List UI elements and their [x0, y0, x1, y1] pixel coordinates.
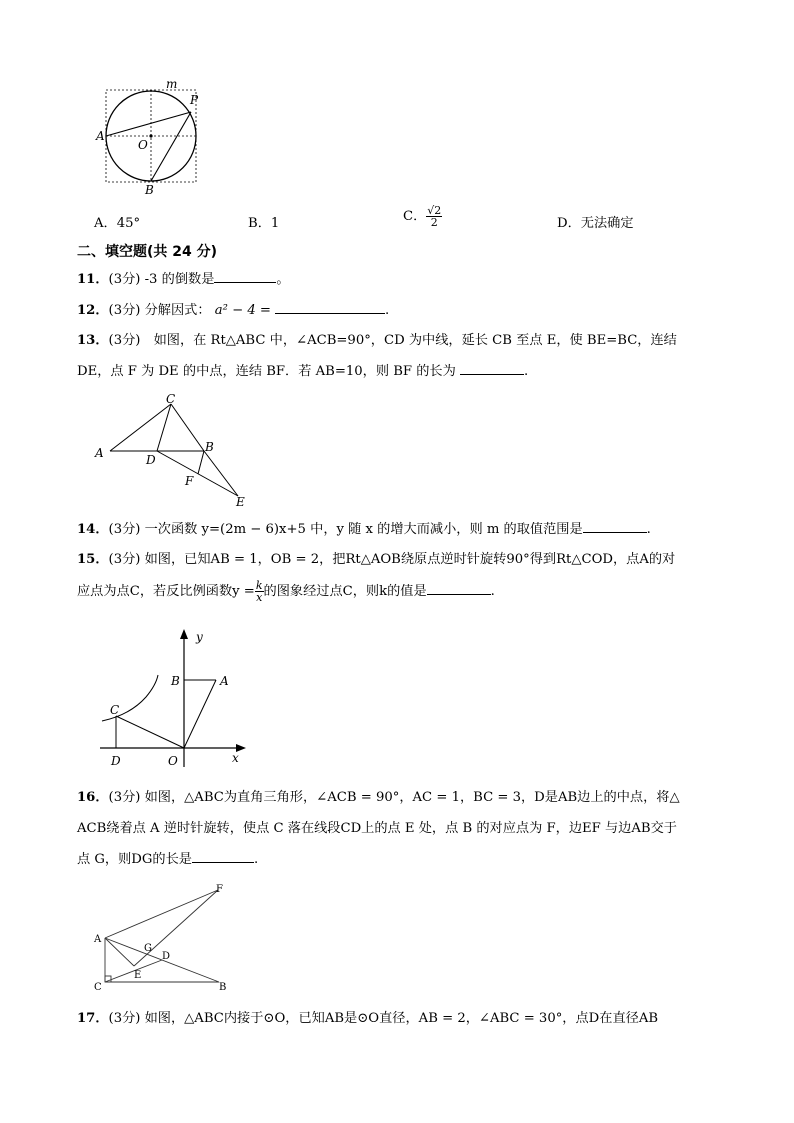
q16-answer-blank[interactable]: [192, 850, 254, 863]
q13-end: .: [524, 364, 529, 379]
q15-line1: (3分) 如图，已知AB = 1，OB = 2，把Rt△AOB绕原点逆时针旋转90°得到Rt△COD，点A的对: [108, 552, 676, 567]
option-b[interactable]: B．1: [248, 216, 280, 231]
label-y: y: [196, 630, 203, 644]
q16-line3: 点 G，则DG的长是: [77, 852, 192, 867]
q11-end: 。: [276, 272, 290, 287]
label-g: G: [144, 943, 152, 954]
segment-cb: [171, 404, 204, 451]
label-x: x: [232, 751, 239, 765]
question-13-line2: [77, 362, 528, 381]
q12-answer-blank[interactable]: [275, 301, 385, 314]
question-16-line2: [77, 820, 677, 838]
q15-fraction: [255, 580, 264, 603]
segment-af: [105, 890, 218, 938]
chord-pb: [151, 112, 191, 181]
q11-text: (3分) -3 的倒数是: [108, 272, 215, 287]
q17-number: 17．: [77, 1011, 109, 1026]
q13-number: 13．: [77, 333, 109, 348]
q13-answer-blank[interactable]: [460, 362, 524, 375]
label-e: E: [134, 970, 142, 981]
q14-text: (3分) 一次函数 y=(2m − 6)x+5 中，y 随 x 的增大而减小，则 m 的取值范围是: [108, 522, 583, 537]
q15-frac-numerator: k: [255, 579, 263, 592]
q14-end: .: [646, 522, 651, 537]
segment-ef: [134, 890, 218, 966]
label-d: D: [162, 951, 171, 962]
segment-bf: [198, 451, 204, 474]
option-a[interactable]: A．45°: [94, 216, 141, 231]
label-b: B: [145, 183, 154, 197]
segment-be: [204, 451, 238, 496]
label-a: A: [95, 446, 104, 460]
question-11: [77, 270, 290, 289]
label-c: C: [94, 982, 102, 993]
label-p: P: [190, 93, 199, 107]
label-o: O: [168, 754, 178, 768]
q15-frac-denominator: x: [256, 591, 263, 604]
q17-text: (3分) 如图，△ABC内接于⊙O，已知AB是⊙O直径，AB = 2，∠ABC = 30°，点D在直径AB: [108, 1011, 659, 1026]
q12-expression: a² − 4 =: [214, 303, 271, 318]
segment-ao: [184, 680, 216, 748]
question-14: [77, 520, 651, 539]
segment-ae: [105, 938, 134, 966]
label-c: C: [166, 392, 176, 406]
q11-number: 11．: [77, 272, 109, 287]
q13-line2: DE，点 F 为 DE 的中点，连结 BF．若 AB=10，则 BF 的长为: [77, 364, 456, 379]
label-f: F: [185, 474, 194, 488]
q15-number: 15．: [77, 552, 109, 567]
q15-figure: [90, 627, 260, 772]
label-f: F: [216, 884, 223, 895]
segment-co: [116, 716, 184, 748]
q15-line2-post: 的图象经过点C，则k的值是: [263, 584, 427, 599]
option-d[interactable]: D．无法确定: [557, 216, 634, 231]
q12-text: (3分) 分解因式：: [108, 303, 211, 318]
option-c-numerator: √2: [427, 204, 442, 217]
q16-line2: ACB绕着点 A 逆时针旋转，使点 C 落在线段CD上的点 E 处，点 B 的对应点为 F，边EF 与边AB交于: [77, 821, 677, 836]
segment-ac: [110, 404, 171, 451]
option-c[interactable]: [403, 205, 442, 228]
q12-end: .: [384, 303, 390, 318]
q10-figure: [90, 76, 210, 198]
q15-end: .: [490, 584, 495, 599]
question-15-line1: [77, 551, 675, 569]
question-12: [77, 301, 389, 320]
q14-answer-blank[interactable]: [583, 520, 647, 533]
q16-number: 16．: [77, 790, 109, 805]
q15-answer-blank[interactable]: [427, 582, 491, 595]
chord-ap: [106, 112, 191, 136]
question-13-line1: [77, 332, 677, 350]
q16-line1: (3分) 如图，△ABC为直角三角形，∠ACB = 90°，AC = 1，BC = 3，D是AB边上的中点，将△: [108, 790, 680, 805]
label-b: B: [205, 440, 214, 454]
label-a: A: [220, 674, 229, 688]
q12-number: 12．: [77, 303, 109, 318]
label-d: D: [146, 453, 156, 467]
label-c: C: [110, 703, 120, 717]
option-c-fraction: [426, 205, 442, 228]
label-a: A: [96, 129, 105, 143]
q14-number: 14．: [77, 522, 109, 537]
question-16-line1: [77, 789, 680, 807]
label-a: A: [94, 934, 102, 945]
q15-line2-pre: 应点为点C，若反比例函数y =: [77, 584, 255, 599]
label-b: B: [219, 982, 227, 993]
label-o: O: [138, 138, 148, 152]
label-d: D: [111, 754, 121, 768]
option-c-denominator: 2: [430, 216, 438, 229]
option-c-prefix: C．: [403, 209, 427, 224]
label-e: E: [236, 495, 245, 509]
question-15-line2: [77, 580, 495, 603]
question-16-line3: [77, 850, 258, 869]
y-axis-arrow-icon: [180, 629, 188, 639]
section-title: 二、填空题(共 24 分): [77, 244, 218, 260]
q13-line1: (3分) 如图，在 Rt△ABC 中，∠ACB=90°，CD 为中线，延长 CB 至点 E，使 BE=BC，连结: [108, 333, 677, 348]
label-b: B: [171, 674, 180, 688]
segment-de: [157, 451, 238, 496]
center-point: [149, 134, 152, 137]
segment-cd: [157, 404, 171, 451]
q11-answer-blank[interactable]: [214, 270, 276, 283]
q13-figure: [90, 392, 260, 510]
q16-figure: [88, 880, 238, 996]
question-17: [77, 1010, 658, 1028]
q16-end: .: [253, 852, 259, 867]
label-m: m: [166, 77, 178, 91]
